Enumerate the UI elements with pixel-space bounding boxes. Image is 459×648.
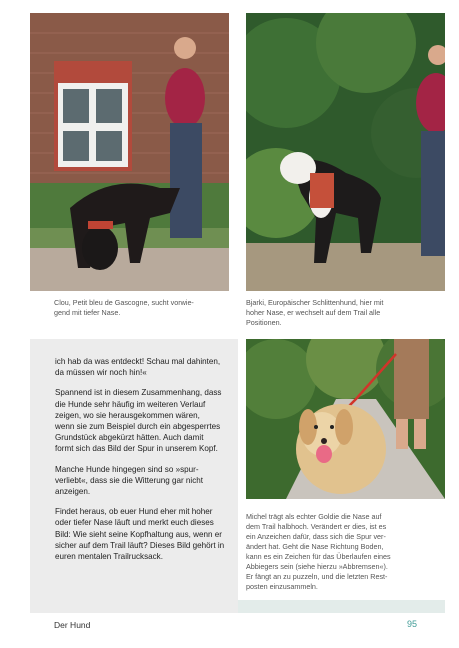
photo-goldie	[246, 339, 445, 499]
photo-bjarki	[246, 13, 445, 291]
body-paragraph: Findet heraus, ob euer Hund eher mit hoher oder tiefer Nase läuft und merkt euch dieses Bild: Wie sieht seine Kopfhaltung aus, wenn er sicher auf dem Trail läuft? Dieses Bild gehört in euren mentalen Trailrucksack.	[55, 507, 225, 562]
body-paragraph: Spannend ist in diesem Zusammenhang, dass die Hunde sehr häufig im weiteren Verlauf zeigen, wo sie herausgekommen wären, wenn sie zum Beispiel durch ein abgesperrtes Grundstück abgekürzt hätten. Auch damit formt sich das Bild der Spur in unserem Kopf.	[55, 388, 222, 454]
body-text	[55, 356, 233, 571]
decorative-bar	[238, 600, 445, 613]
caption-bjarki: Bjarki, Europäischer Schlittenhund, hier mit hoher Nase, er wechselt auf dem Trail alle Positionen.	[246, 298, 384, 327]
page-number: 95	[407, 619, 418, 629]
footer-title: Der Hund	[54, 620, 91, 630]
photo-clou	[30, 13, 229, 291]
caption-goldie: Michel trägt als echter Goldie die Nase auf dem Trail halbhoch. Verändert er dies, ist es ein Anzeichen dafür, dass sich die Spur ver- ändert hat. Geht die Nase Richtung Boden, kann es ein Zeichen für das Überlaufen eines Abbiegers sein (siehe hierzu »Abbremsen«). Er fängt an zu puzzeln, und die letzten Rest- posten einzusammeln.	[246, 512, 391, 591]
caption-clou: Clou, Petit bleu de Gascogne, sucht vorwie- gend mit tiefer Nase.	[54, 298, 194, 317]
body-paragraph: ich hab da was entdeckt! Schau mal dahinten, da müssen wir noch hin!«	[55, 357, 221, 378]
body-paragraph: Manche Hunde hingegen sind so »spur- verliebt«, dass sie die Witterung gar nicht anzeigen.	[55, 464, 204, 497]
